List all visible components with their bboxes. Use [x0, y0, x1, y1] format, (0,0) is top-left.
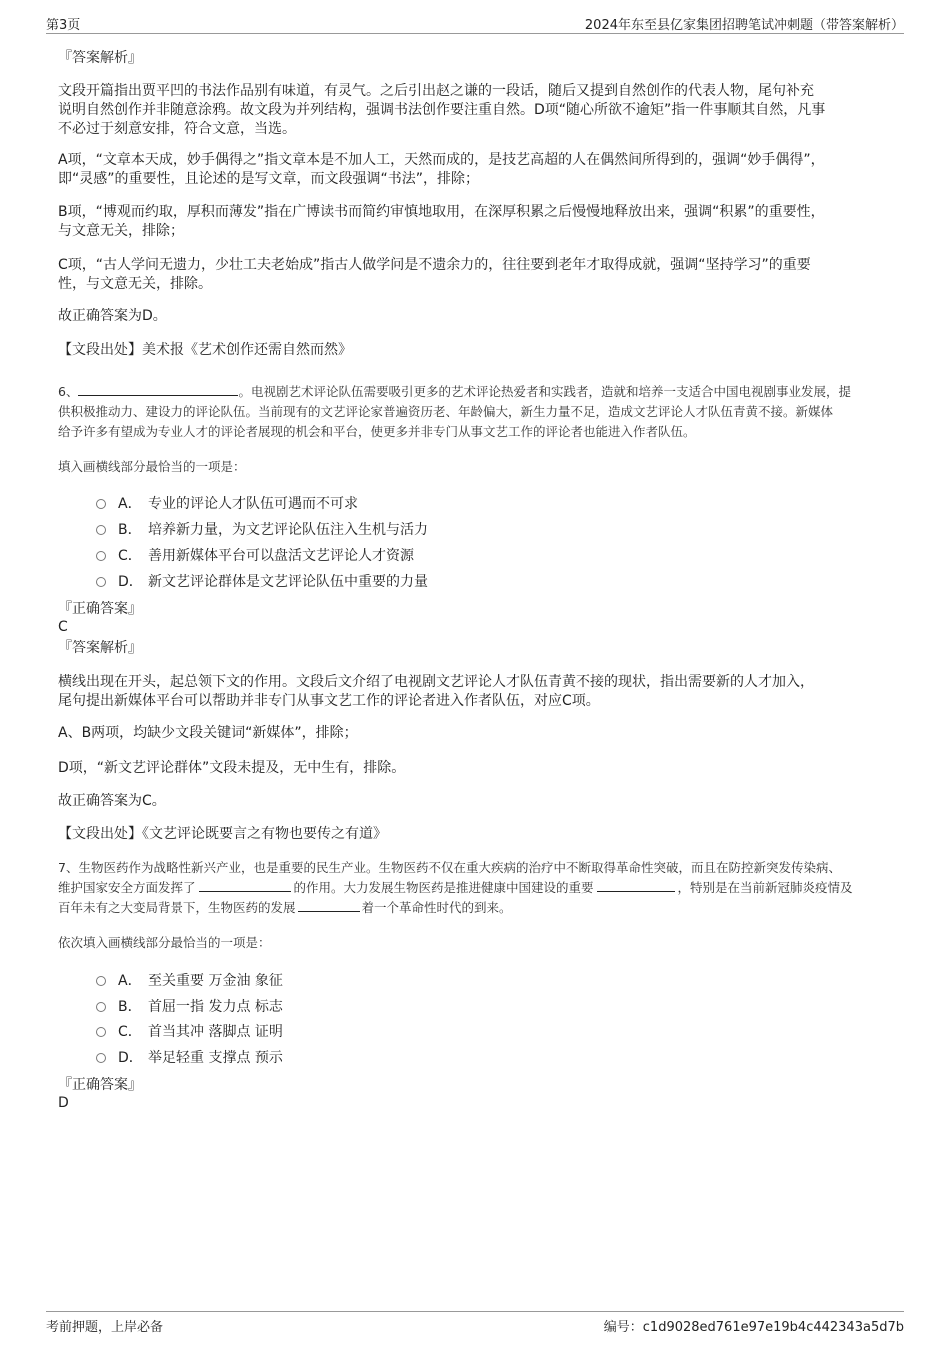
radio-icon[interactable]	[96, 577, 106, 587]
option-d[interactable]: D． 举足轻重 支撑点 预示	[96, 1047, 283, 1067]
document-title: 2024年东至县亿家集团招聘笔试冲刺题（带答案解析）	[584, 18, 904, 33]
footer-divider	[46, 1311, 904, 1312]
option-d[interactable]: D． 新文艺评论群体是文艺评论队伍中重要的力量	[96, 571, 428, 591]
question-7-stem: 7、生物医药作为战略性新兴产业，也是重要的民生产业。生物医药不仅在重大疾病的治疗中不断取得革命性突破，而且在防控新突发传染病、 维护国家安全方面发挥了 的作用。大力发展生物医药是推进健康中国建设的重要 ，特别是在当前新冠肺炎疫情及 百年未有之大变局背景下，生物医药的发展 着一个革命性时代的到来。	[58, 860, 853, 915]
correct-answer-title: 『正确答案』	[58, 1077, 142, 1093]
radio-icon[interactable]	[96, 525, 106, 535]
fill-blank	[78, 383, 238, 396]
page-number: 第3页	[46, 18, 81, 33]
analysis-paragraph: 文段开篇指出贾平凹的书法作品别有味道，有灵气。之后引出赵之谦的一段话，随后又提到自然创作的代表人物，尾句补充 说明自然创作并非随意涂鸦。故文段为并列结构，强调书法创作要注重自然。D项“随心所欲不逾矩”指一件事顺其自然，凡事 不必过于刻意安排，符合文意，当选。	[58, 83, 826, 137]
radio-icon[interactable]	[96, 1027, 106, 1037]
analysis-option-b: B项，“博观而约取，厚积而薄发”指在广博读书而简约审慎地取用，在深厚积累之后慢慢地释放出来，强调“积累”的重要性， 与文意无关，排除；	[58, 204, 825, 239]
question-number: 6、	[58, 384, 79, 399]
correct-answer-title: 『正确答案』	[58, 601, 142, 617]
passage-source: 【文段出处】美术报《艺术创作还需自然而然》	[58, 342, 352, 358]
footer-slogan: 考前押题，上岸必备	[46, 1320, 164, 1335]
answer-conclusion: 故正确答案为C。	[58, 793, 166, 809]
passage-source: 【文段出处】《文艺评论既要言之有物也要传之有道》	[58, 826, 387, 842]
fill-blank	[199, 879, 291, 892]
analysis-paragraph: 横线出现在开头，起总领下文的作用。文段后文介绍了电视剧文艺评论人才队伍青黄不接的现状，指出需要新的人才加入， 尾句提出新媒体平台可以帮助并非专门从事文艺工作的评论者进入作者队伍，对应C项。	[58, 674, 814, 709]
radio-icon[interactable]	[96, 551, 106, 561]
option-c[interactable]: C． 善用新媒体平台可以盘活文艺评论人才资源	[96, 545, 414, 565]
question-6-stem: 6、 。电视剧艺术评论队伍需要吸引更多的艺术评论热爱者和实践者，造就和培养一支适合中国电视剧事业发展，提 供积极推动力、建设力的评论队伍。当前现有的文艺评论家普遍资历老、年龄偏大，新生力量不足，造成文艺评论人才队伍青黄不接。新媒体 给予许多有望成为专业人才的评论者展现的机会和平台，使更多并非专门从事文艺工作的评论者也能进入作者队伍。	[58, 384, 851, 439]
analysis-title: 『答案解析』	[58, 640, 142, 656]
option-b[interactable]: B． 培养新力量，为文艺评论队伍注入生机与活力	[96, 519, 428, 539]
analysis-option-a: A项，“文章本天成，妙手偶得之”指文章本是不加人工，天然而成的，是技艺高超的人在偶然间所得到的，强调“妙手偶得”， 即“灵感”的重要性，且论述的是写文章，而文段强调“书法”，排除；	[58, 152, 825, 187]
header-divider	[46, 33, 904, 34]
radio-icon[interactable]	[96, 1053, 106, 1063]
fill-blank	[597, 879, 675, 892]
document-code: 编号：c1d9028ed761e97e19b4c442343a5d7b	[603, 1320, 904, 1335]
analysis-option-c: C项，“古人学问无遗力，少壮工夫老始成”指古人做学问是不遗余力的，往往要到老年才取得成就，强调“坚持学习”的重要 性，与文意无关，排除。	[58, 257, 811, 292]
question-6-prompt: 填入画横线部分最恰当的一项是：	[58, 459, 246, 474]
correct-answer: C	[58, 619, 68, 635]
fill-blank	[298, 899, 360, 912]
option-a[interactable]: A． 至关重要 万金油 象征	[96, 970, 283, 990]
analysis-line: A、B两项，均缺少文段关键词“新媒体”，排除；	[58, 725, 358, 741]
correct-answer: D	[58, 1095, 69, 1111]
option-b[interactable]: B． 首屈一指 发力点 标志	[96, 996, 283, 1016]
answer-conclusion: 故正确答案为D。	[58, 308, 167, 324]
analysis-title: 『答案解析』	[58, 50, 142, 66]
radio-icon[interactable]	[96, 499, 106, 509]
question-7-prompt: 依次填入画横线部分最恰当的一项是：	[58, 935, 271, 950]
option-c[interactable]: C． 首当其冲 落脚点 证明	[96, 1021, 283, 1041]
radio-icon[interactable]	[96, 1002, 106, 1012]
radio-icon[interactable]	[96, 976, 106, 986]
analysis-line: D项，“新文艺评论群体”文段未提及，无中生有，排除。	[58, 760, 406, 776]
option-a[interactable]: A． 专业的评论人才队伍可遇而不可求	[96, 493, 358, 513]
